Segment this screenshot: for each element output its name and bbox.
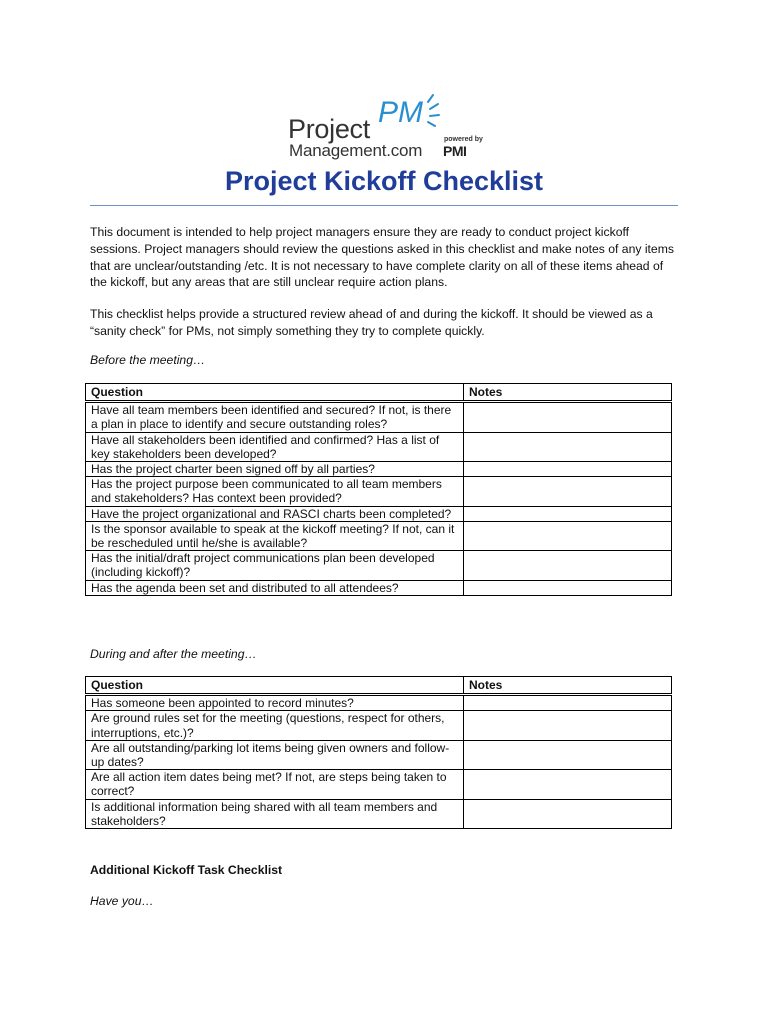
title-divider: [90, 205, 678, 206]
logo-burst-icon: [424, 92, 446, 132]
logo-powered-by-text: powered by: [444, 136, 483, 143]
pm-logo: [288, 96, 488, 162]
table-row: [86, 432, 672, 461]
question-column-header: Question: [86, 677, 464, 695]
notes-cell[interactable]: [464, 711, 672, 740]
notes-cell[interactable]: [464, 580, 672, 595]
intro-paragraph: This checklist helps provide a structured review ahead of and during the kickoff. It should be viewed as a “sanity check” for PMs, not simply something they try to complete quickly.: [90, 307, 653, 338]
additional-checklist-heading: Additional Kickoff Task Checklist: [90, 863, 283, 877]
logo-management-text: Management.com: [289, 141, 423, 160]
notes-column-header: Notes: [464, 677, 672, 695]
table-row: [86, 711, 672, 740]
question-cell: Is the sponsor available to speak at the kickoff meeting? If not, can it be rescheduled until he/she is available?: [86, 521, 464, 550]
notes-cell[interactable]: [464, 462, 672, 477]
table-row: [86, 551, 672, 580]
notes-cell[interactable]: [464, 551, 672, 580]
table-row: [86, 740, 672, 769]
table-row: [86, 770, 672, 799]
logo-pm-text: PM: [378, 96, 423, 129]
notes-cell[interactable]: [464, 432, 672, 461]
notes-cell[interactable]: [464, 740, 672, 769]
question-cell: Has someone been appointed to record minutes?: [86, 695, 464, 711]
during-meeting-table: [85, 676, 672, 829]
notes-cell[interactable]: [464, 521, 672, 550]
notes-cell[interactable]: [464, 506, 672, 521]
question-cell: Are all action item dates being met? If not, are steps being taken to correct?: [86, 770, 464, 799]
question-cell: Has the initial/draft project communications plan been developed (including kickoff)?: [86, 551, 464, 580]
table-row: [86, 799, 672, 828]
question-cell: Has the agenda been set and distributed to all attendees?: [86, 580, 464, 595]
notes-cell[interactable]: [464, 799, 672, 828]
table-row: [86, 580, 672, 595]
have-you-label: Have you…: [90, 894, 154, 908]
question-cell: Has the project purpose been communicated to all team members and stakeholders? Has context been provided?: [86, 477, 464, 506]
notes-cell[interactable]: [464, 770, 672, 799]
question-cell: Are ground rules set for the meeting (questions, respect for others, interruptions, etc.)?: [86, 711, 464, 740]
question-cell: Have the project organizational and RASCI charts been completed?: [86, 506, 464, 521]
question-cell: Are all outstanding/parking lot items being given owners and follow-up dates?: [86, 740, 464, 769]
notes-cell[interactable]: [464, 695, 672, 711]
table-row: [86, 477, 672, 506]
question-cell: Have all team members been identified and secured? If not, is there a plan in place to identify and secure outstanding roles?: [86, 402, 464, 432]
question-cell: Has the project charter been signed off by all parties?: [86, 462, 464, 477]
question-column-header: Question: [86, 384, 464, 402]
table-row: [86, 402, 672, 432]
page-title: Project Kickoff Checklist: [224, 166, 544, 196]
logo-pmi-text: PMI: [443, 143, 467, 159]
before-meeting-label: Before the meeting…: [90, 353, 206, 367]
before-meeting-table: [85, 383, 672, 596]
intro-paragraph: This document is intended to help project managers ensure they are ready to conduct project kickoff sessions. Project managers should review the questions asked in this checklist and make notes of any items that are unclear/outstanding /etc. It is not necessary to have complete clarity on all of these items ahead of the kickoff, but any areas that are still unclear require action plans.: [90, 225, 674, 290]
table-row: [86, 695, 672, 711]
during-meeting-label: During and after the meeting…: [90, 647, 257, 661]
table-header-row: [86, 384, 672, 402]
table-row: [86, 521, 672, 550]
notes-cell[interactable]: [464, 477, 672, 506]
table-row: [86, 506, 672, 521]
notes-column-header: Notes: [464, 384, 672, 402]
table-header-row: [86, 677, 672, 695]
question-cell: Have all stakeholders been identified and confirmed? Has a list of key stakeholders been developed?: [86, 432, 464, 461]
question-cell: Is additional information being shared with all team members and stakeholders?: [86, 799, 464, 828]
notes-cell[interactable]: [464, 402, 672, 432]
logo-project-text: Project: [288, 114, 370, 144]
table-row: [86, 462, 672, 477]
